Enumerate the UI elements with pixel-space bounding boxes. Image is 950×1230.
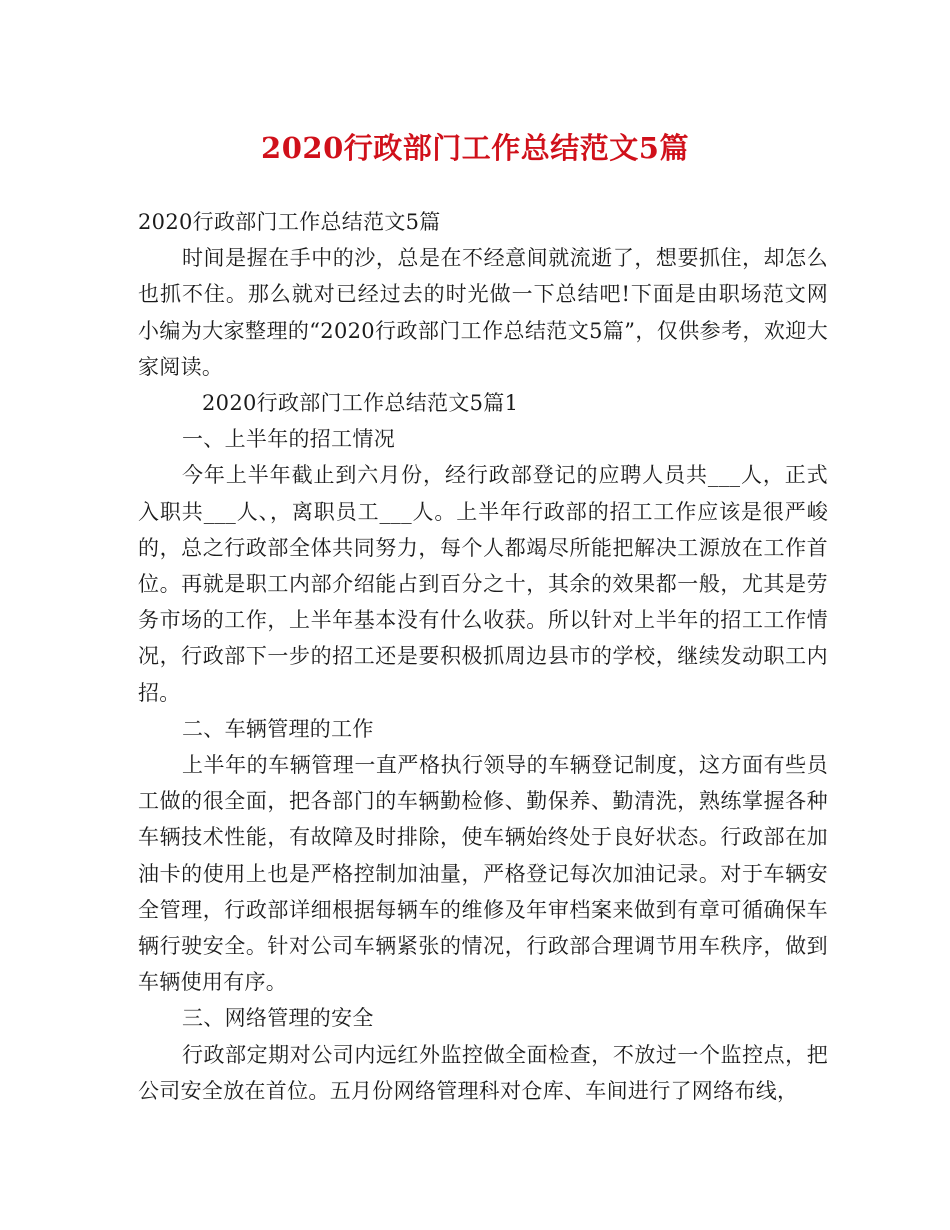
paragraph-vehicles: 上半年的车辆管理一直严格执行领导的车辆登记制度，这方面有些员工做的很全面，把各部门的车辆勤检修、勤保养、勤清洗，熟练掌握各种车辆技术性能，有故障及时排除，使车辆始终处于良好状态。行政部在加油卡的使用上也是严格控制加油量，严格登记每次加油记录。对于车辆安全管理，行政部详细根据每辆车的维修及年审档案来做到有章可循确保车辆行驶安全。针对公司车辆紧张的情况，行政部合理调节用车秩序，做到车辆使用有序。 (138, 753, 828, 995)
document-body (138, 204, 828, 1109)
intro-heading: 2020行政部门工作总结范文5篇 (138, 210, 441, 234)
intro-paragraph: 时间是握在手中的沙，总是在不经意间就流逝了，想要抓住，却怎么也抓不住。那么就对已经过去的时光做一下总结吧!下面是由职场范文网小编为大家整理的“2020行政部门工作总结范文5篇”，仅供参考，欢迎大家阅读。 (138, 246, 828, 379)
section-title: 2020行政部门工作总结范文5篇1 (202, 391, 519, 416)
subheading-recruitment: 一、上半年的招工情况 (182, 427, 395, 452)
paragraph-recruitment: 今年上半年截止到六月份，经行政部登记的应聘人员共___人，正式入职共___人、，离职员工___人。上半年行政部的招工工作应该是很严峻的，总之行政部全体共同努力，每个人都竭尽所能把解决工源放在工作首位。再就是职工内部介绍能占到百分之十，其余的效果都一般，尤其是劳务市场的工作，上半年基本没有什么收获。所以针对上半年的招工工作情况，行政部下一步的招工还是要积极抓周边县市的学校，继续发动职工内招。 (138, 463, 828, 705)
paragraph-network: 行政部定期对公司内远红外监控做全面检查，不放过一个监控点，把公司安全放在首位。五月份网络管理科对仓库、车间进行了网络布线， (138, 1042, 828, 1103)
subheading-network: 三、网络管理的安全 (182, 1006, 374, 1031)
document-title: 2020行政部门工作总结范文5篇 (261, 131, 689, 165)
subheading-vehicles: 二、车辆管理的工作 (182, 716, 374, 741)
